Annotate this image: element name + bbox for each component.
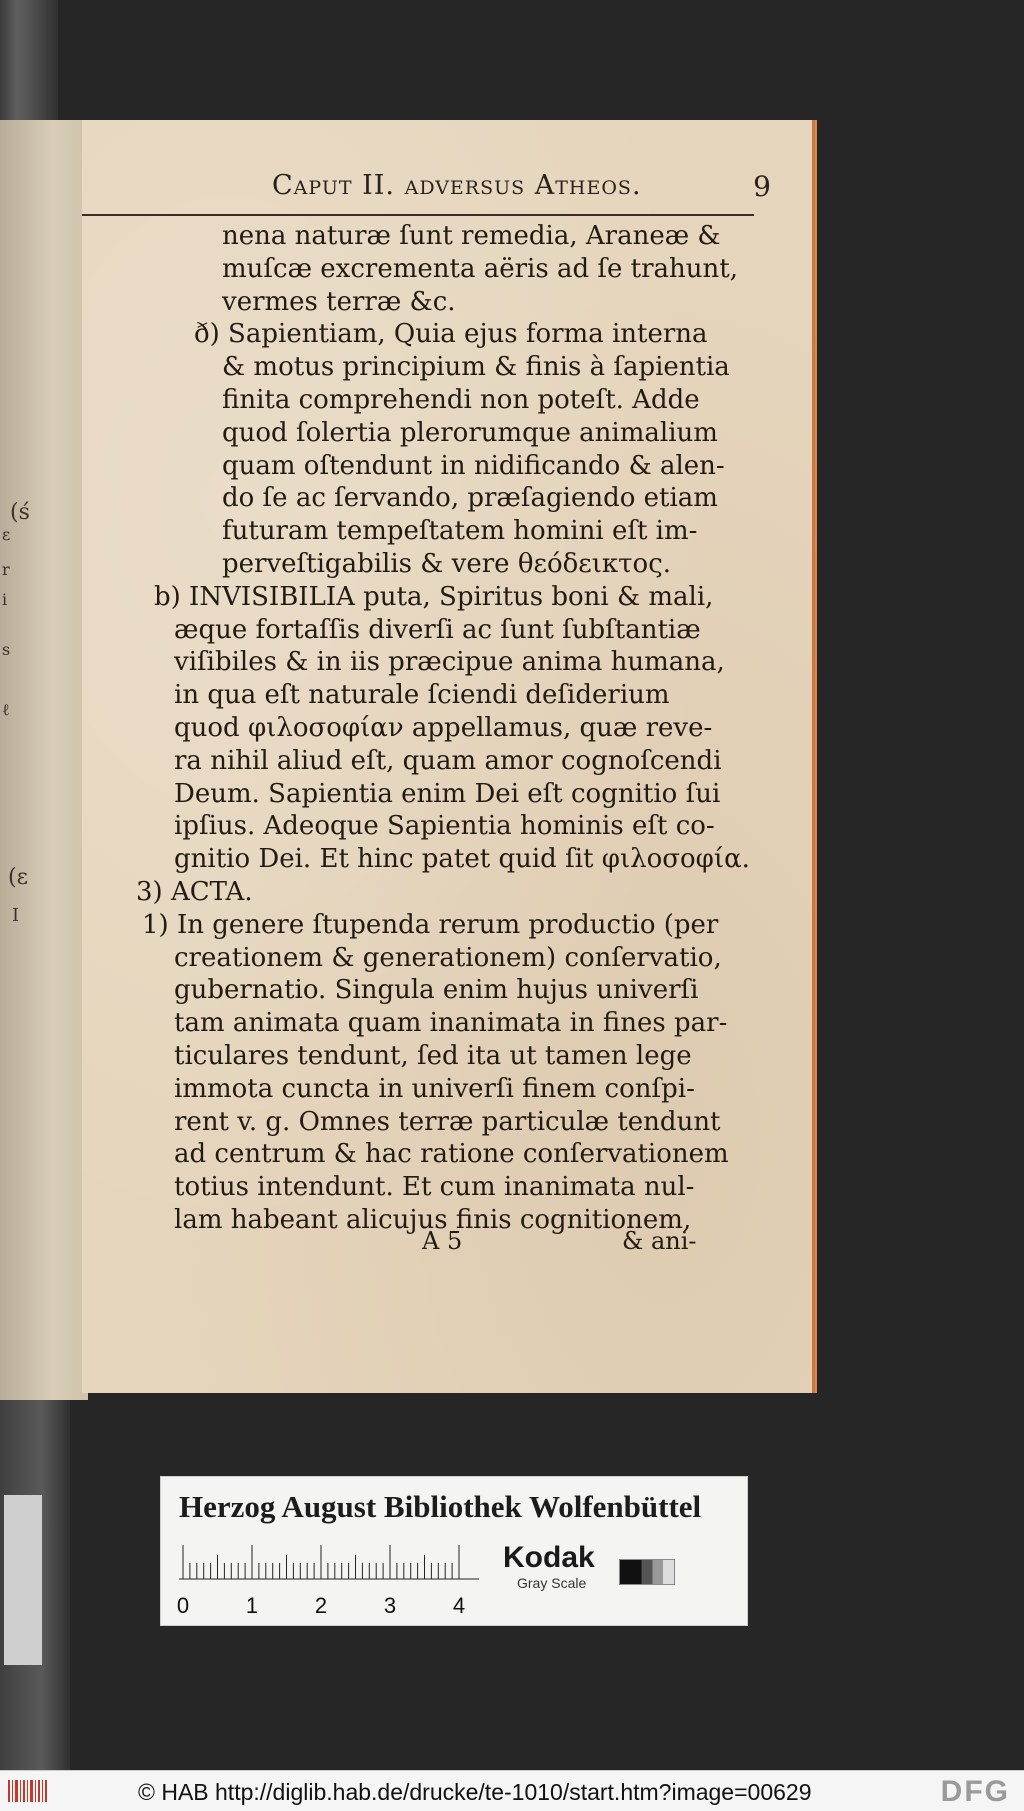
text-line: muſcæ excrementa aëris ad ſe trahunt, <box>222 253 738 284</box>
text-line: vermes terræ &c. <box>222 286 456 317</box>
left-page-edge <box>0 120 88 1400</box>
running-head-title: Caput II. adversus Atheos. <box>272 170 642 201</box>
text-line: b) INVISIBILIA puta, Spiritus boni & mali, <box>154 581 714 612</box>
text-line: futuram tempeſtatem homini eſt im- <box>222 516 698 547</box>
text-line: finita comprehendi non poteſt. Adde <box>222 384 700 415</box>
catch-line <box>122 1227 762 1261</box>
page-number: 9 <box>753 170 772 203</box>
text-line: perveſtigabilis & vere θεόδεικτος. <box>222 548 672 579</box>
barcode-icon <box>8 1780 48 1802</box>
color-card <box>160 1476 748 1626</box>
text-line: ð) Sapientiam, Quia ejus forma interna <box>194 319 708 350</box>
card-brand-sub: Gray Scale <box>517 1575 587 1591</box>
running-head <box>192 170 772 210</box>
text-line: quam oſtendunt in nidificando & alen- <box>222 450 725 481</box>
text-line: immota cuncta in univerſi finem conſpi- <box>174 1073 695 1104</box>
text-line: do ſe ac ſervando, præſagiendo etiam <box>222 483 718 514</box>
left-page-mark: r <box>2 560 10 579</box>
text-line: in qua eſt naturale ſciendi deſiderium <box>174 680 670 711</box>
text-line: Deum. Sapientia enim Dei eſt cognitio ſui <box>174 778 721 809</box>
ruler <box>176 1543 479 1623</box>
card-title: Herzog August Bibliothek Wolfenbüttel <box>179 1489 702 1524</box>
body-text <box>122 220 762 1237</box>
dfg-logo: DFG <box>940 1775 1010 1808</box>
text-line: nena naturæ ſunt remedia, Araneæ & <box>222 221 721 251</box>
left-page-mark: (ś <box>10 500 30 525</box>
text-line: rent v. g. Omnes terræ particulæ tendunt <box>174 1106 721 1137</box>
left-page-mark: s <box>2 640 11 659</box>
book-page <box>82 120 815 1393</box>
text-line: gnitio Dei. Et hinc patet quid ſit φιλοσοφία. <box>174 844 750 875</box>
head-rule <box>82 214 754 216</box>
text-line: totius intendunt. Et cum inanimata nul- <box>174 1172 695 1203</box>
text-line: æque fortaſſis diverſi ac ſunt ſubſtantiæ <box>174 614 701 645</box>
text-line: gubernatio. Singula enim hujus univerſi <box>174 975 699 1006</box>
text-line: ticulares tendunt, ſed ita ut tamen lege <box>174 1040 692 1071</box>
text-line: ad centrum & hac ratione conſervationem <box>174 1139 729 1170</box>
text-line: quod ſolertia plerorumque animalium <box>222 417 718 448</box>
gray-swatch <box>619 1559 675 1585</box>
text-line: 1) In genere ſtupenda rerum productio (per <box>142 909 719 940</box>
text-line: creationem & generationem) conſervatio, <box>174 942 722 973</box>
signature-mark: A 5 <box>422 1227 463 1255</box>
text-line: 3) ACTA. <box>136 876 253 907</box>
card-brand: Kodak <box>503 1541 595 1574</box>
left-page-mark: ε <box>2 525 11 544</box>
left-page-mark: i <box>2 590 8 609</box>
ruler-number: 2 <box>314 1593 328 1618</box>
text-line: & motus principium & finis à ſapientia <box>222 352 730 383</box>
text-line: viſibiles & in iis præcipue anima humana, <box>174 647 725 678</box>
footer-bar <box>0 1770 1024 1811</box>
ruler-number: 1 <box>245 1593 259 1618</box>
left-page-mark: (ε <box>8 865 28 890</box>
text-line: ra nihil aliud eſt, quam amor cognoſcendi <box>174 745 722 776</box>
text-line: tam animata quam inanimata in fines par- <box>174 1008 728 1039</box>
text-line: lam habeant alicujus finis cognitionem, <box>174 1204 692 1235</box>
footer-url[interactable]: © HAB http://diglib.hab.de/drucke/te-1010/start.htm?image=00629 <box>138 1779 812 1805</box>
shelf-label <box>4 1495 42 1665</box>
catchword: & ani- <box>622 1227 697 1255</box>
text-line: ipſius. Adeoque Sapientia hominis eſt co- <box>174 811 715 842</box>
ruler-number: 0 <box>176 1593 190 1618</box>
ruler-number: 4 <box>452 1593 466 1618</box>
ruler-number: 3 <box>383 1593 397 1618</box>
text-line: quod φιλοσοφίαν appellamus, quæ reve- <box>174 712 713 743</box>
left-page-mark: ℓ <box>2 700 10 719</box>
left-page-mark: I <box>12 905 20 926</box>
